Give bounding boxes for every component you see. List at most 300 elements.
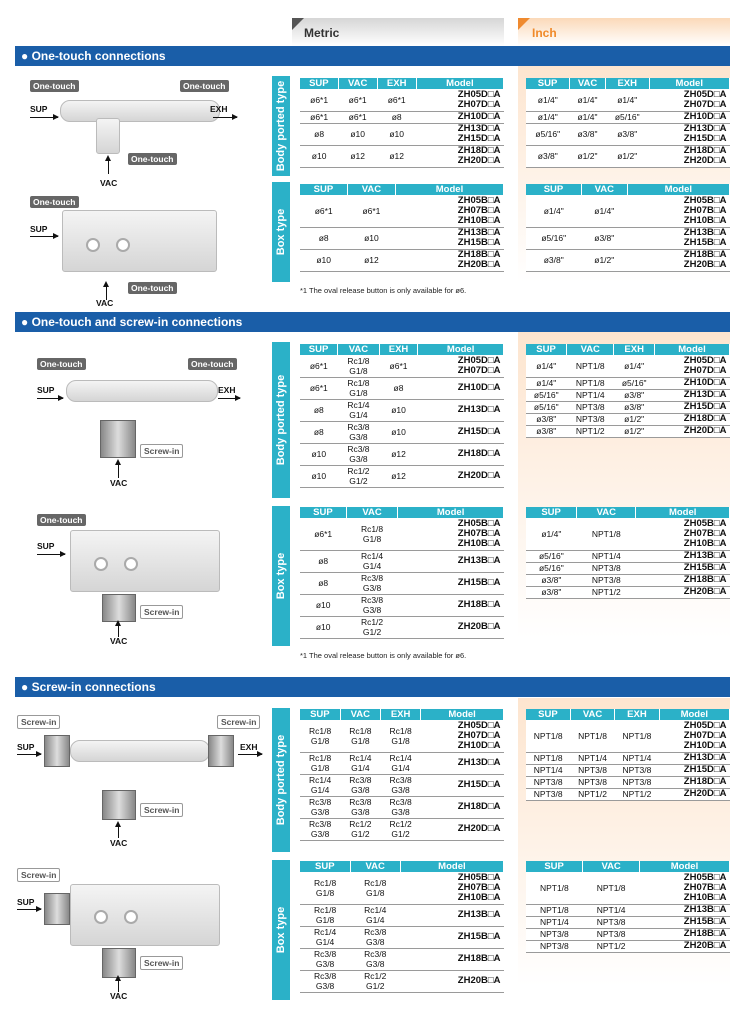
value-cell: ø8 bbox=[300, 399, 338, 421]
value-cell: ø3/8" bbox=[526, 574, 577, 586]
onetouch-label: One-touch bbox=[30, 80, 79, 92]
value-cell: NPT1/4 bbox=[526, 916, 583, 928]
type-bar: Body ported type bbox=[272, 76, 290, 176]
column-header: VAC bbox=[567, 344, 614, 355]
screw-fitting bbox=[102, 790, 136, 820]
model-cell: ZH13D□A bbox=[418, 399, 504, 421]
value-cell: NPT1/8 bbox=[526, 752, 570, 764]
model-cell: ZH18B□A bbox=[400, 948, 503, 970]
value-cell: Rc1/2 G1/2 bbox=[350, 970, 400, 992]
value-cell: Rc1/8 G1/8 bbox=[346, 518, 397, 550]
value-cell: Rc1/4 G1/4 bbox=[350, 904, 400, 926]
value-cell: ø10 bbox=[379, 399, 418, 421]
table-row bbox=[526, 89, 730, 111]
vac-port-label: VAC bbox=[110, 478, 128, 488]
value-cell: ø10 bbox=[300, 145, 338, 167]
type-bar: Body ported type bbox=[272, 708, 290, 852]
model-cell: ZH13D□A bbox=[655, 389, 730, 401]
port-hole bbox=[124, 910, 138, 924]
value-cell: ø8 bbox=[379, 377, 418, 399]
value-cell: ø1/2" bbox=[605, 145, 649, 167]
table-row bbox=[300, 399, 504, 421]
metric-label: Metric bbox=[304, 26, 340, 40]
model-cell: ZH13B□A bbox=[640, 904, 730, 916]
column-header: SUP bbox=[526, 861, 583, 872]
value-cell: ø6*1 bbox=[300, 518, 346, 550]
value-cell: Rc1/4 G1/4 bbox=[340, 752, 380, 774]
value-cell: NPT3/8 bbox=[570, 776, 614, 788]
value-cell: Rc3/8 G3/8 bbox=[300, 970, 350, 992]
value-cell: ø5/16" bbox=[526, 389, 567, 401]
onetouch-label: One-touch bbox=[128, 153, 177, 165]
column-header: Model bbox=[398, 507, 504, 518]
table-row bbox=[300, 872, 504, 904]
screwin-label: Screw-in bbox=[140, 803, 183, 817]
value-cell: NPT1/8 bbox=[577, 518, 636, 550]
table-row bbox=[300, 616, 504, 638]
value-cell: NPT3/8 bbox=[526, 940, 583, 952]
table-row bbox=[300, 443, 504, 465]
value-cell: Rc1/8 G1/8 bbox=[338, 377, 380, 399]
model-cell: ZH18B□A bbox=[640, 928, 730, 940]
column-header: SUP bbox=[300, 344, 338, 355]
spec-table bbox=[526, 184, 730, 272]
spec-table bbox=[300, 709, 504, 841]
value-cell: NPT1/8 bbox=[526, 872, 583, 904]
column-header: SUP bbox=[526, 78, 570, 89]
value-cell: NPT3/8 bbox=[583, 928, 640, 940]
value-cell: NPT1/8 bbox=[567, 355, 614, 377]
value-cell: NPT3/8 bbox=[567, 413, 614, 425]
model-cell: ZH18D□A bbox=[659, 776, 729, 788]
model-cell: ZH15B□A bbox=[398, 572, 504, 594]
table-row bbox=[526, 145, 730, 167]
value-cell: NPT1/4 bbox=[526, 764, 570, 776]
value-cell: Rc1/8 G1/8 bbox=[300, 872, 350, 904]
table-row bbox=[526, 916, 730, 928]
value-cell: Rc1/2 G1/2 bbox=[346, 616, 397, 638]
table-row bbox=[300, 465, 504, 487]
value-cell: ø6*1 bbox=[300, 377, 338, 399]
table-row bbox=[300, 572, 504, 594]
sup-port-label: SUP bbox=[30, 104, 48, 114]
ejector-box bbox=[70, 884, 220, 946]
model-cell: ZH18B□A ZH20B□A bbox=[395, 249, 503, 271]
table-row bbox=[526, 928, 730, 940]
model-cell: ZH05B□A ZH07B□A ZH10B□A bbox=[627, 195, 729, 227]
model-cell: ZH13B□A bbox=[398, 550, 504, 572]
screwin-label: Screw-in bbox=[17, 715, 60, 729]
value-cell: NPT3/8 bbox=[577, 562, 636, 574]
column-header: SUP bbox=[526, 344, 567, 355]
ejector-body bbox=[60, 100, 220, 122]
sup-port-label: SUP bbox=[17, 897, 35, 907]
table-row bbox=[526, 752, 730, 764]
model-cell: ZH18D□A ZH20D□A bbox=[416, 145, 503, 167]
exh-arrow bbox=[238, 754, 262, 755]
column-header: Model bbox=[395, 184, 503, 195]
screwin-label: Screw-in bbox=[140, 956, 183, 970]
exh-arrow bbox=[213, 117, 237, 118]
table-row bbox=[300, 111, 504, 123]
model-cell: ZH20D□A bbox=[655, 425, 730, 437]
value-cell: ø10 bbox=[300, 616, 346, 638]
value-cell: NPT1/2 bbox=[577, 586, 636, 598]
value-cell: ø10 bbox=[377, 123, 416, 145]
model-cell: ZH13D□A bbox=[659, 752, 729, 764]
value-cell: Rc1/4 G1/4 bbox=[338, 399, 380, 421]
value-cell: ø12 bbox=[347, 249, 395, 271]
port-hole bbox=[86, 238, 100, 252]
exh-port-label: EXH bbox=[218, 385, 236, 395]
column-header: Model bbox=[416, 78, 503, 89]
onetouch-label: One-touch bbox=[180, 80, 229, 92]
value-cell: ø10 bbox=[347, 227, 395, 249]
value-cell: ø10 bbox=[300, 443, 338, 465]
value-cell: NPT1/2 bbox=[567, 425, 614, 437]
table-row bbox=[300, 948, 504, 970]
table-row bbox=[526, 586, 730, 598]
value-cell: ø5/16" bbox=[526, 123, 570, 145]
table-row bbox=[300, 796, 504, 818]
model-cell: ZH05B□A ZH07B□A ZH10B□A bbox=[398, 518, 504, 550]
table-header-row bbox=[526, 344, 730, 355]
onetouch-label: One-touch bbox=[37, 514, 86, 526]
model-cell: ZH13B□A bbox=[400, 904, 503, 926]
model-cell: ZH13B□A ZH15B□A bbox=[627, 227, 729, 249]
ejector-box bbox=[62, 210, 217, 272]
table-header-row bbox=[526, 861, 730, 872]
model-cell: ZH20D□A bbox=[421, 818, 504, 840]
type-bar: Box type bbox=[272, 860, 290, 1000]
table-row bbox=[300, 550, 504, 572]
value-cell: NPT1/2 bbox=[583, 940, 640, 952]
model-cell: ZH10D□A bbox=[649, 111, 729, 123]
table-row bbox=[526, 940, 730, 952]
column-header: VAC bbox=[350, 861, 400, 872]
table-row bbox=[300, 355, 504, 377]
screwin-label: Screw-in bbox=[217, 715, 260, 729]
table-header-row bbox=[526, 709, 730, 720]
value-cell: Rc1/4 G1/4 bbox=[346, 550, 397, 572]
sup-arrow bbox=[17, 909, 41, 910]
model-cell: ZH15B□A bbox=[636, 562, 730, 574]
value-cell: NPT3/8 bbox=[615, 764, 659, 776]
value-cell: ø3/8" bbox=[526, 145, 570, 167]
table-header-row bbox=[526, 78, 730, 89]
column-header: Model bbox=[627, 184, 729, 195]
onetouch-label: One-touch bbox=[30, 196, 79, 208]
value-cell: ø12 bbox=[338, 145, 377, 167]
value-cell: NPT3/8 bbox=[526, 776, 570, 788]
screw-fitting bbox=[208, 735, 234, 767]
column-header: EXH bbox=[605, 78, 649, 89]
column-header: Model bbox=[640, 861, 730, 872]
column-header: VAC bbox=[346, 507, 397, 518]
table-row bbox=[526, 389, 730, 401]
table-row bbox=[300, 145, 504, 167]
column-header: Model bbox=[649, 78, 729, 89]
column-header: SUP bbox=[300, 184, 347, 195]
inch-label: Inch bbox=[532, 26, 557, 40]
model-cell: ZH05B□A ZH07B□A ZH10B□A bbox=[395, 195, 503, 227]
screwin-label: Screw-in bbox=[140, 444, 183, 458]
value-cell: ø5/16" bbox=[526, 227, 581, 249]
column-header: VAC bbox=[577, 507, 636, 518]
model-cell: ZH20B□A bbox=[636, 586, 730, 598]
spec-table bbox=[300, 861, 504, 993]
value-cell: ø1/4" bbox=[526, 111, 570, 123]
table-header-row bbox=[300, 344, 504, 355]
value-cell: ø6*1 bbox=[300, 355, 338, 377]
value-cell: Rc1/8 G1/8 bbox=[300, 752, 340, 774]
model-cell: ZH18D□A bbox=[655, 413, 730, 425]
table-row bbox=[300, 970, 504, 992]
sup-arrow bbox=[37, 554, 65, 555]
type-bar: Box type bbox=[272, 182, 290, 282]
model-cell: ZH20D□A bbox=[418, 465, 504, 487]
ejector-body bbox=[70, 740, 210, 762]
value-cell: ø6*1 bbox=[347, 195, 395, 227]
screw-fitting bbox=[102, 594, 136, 622]
value-cell: ø3/8" bbox=[570, 123, 606, 145]
value-cell: NPT1/4 bbox=[567, 389, 614, 401]
screw-fitting bbox=[44, 893, 70, 925]
section-title: ● One-touch and screw-in connections bbox=[15, 312, 730, 332]
value-cell: Rc3/8 G3/8 bbox=[350, 926, 400, 948]
value-cell: ø6*1 bbox=[379, 355, 418, 377]
value-cell: ø1/2" bbox=[581, 249, 627, 271]
value-cell: ø1/4" bbox=[526, 89, 570, 111]
table-header-row bbox=[300, 184, 504, 195]
model-cell: ZH05D□A ZH07D□A ZH10D□A bbox=[421, 720, 504, 752]
inch-header bbox=[518, 18, 730, 46]
value-cell: ø12 bbox=[379, 465, 418, 487]
value-cell: Rc3/8 G3/8 bbox=[300, 796, 340, 818]
table-row bbox=[526, 776, 730, 788]
value-cell: NPT1/8 bbox=[615, 720, 659, 752]
exh-port-label: EXH bbox=[210, 104, 228, 114]
onetouch-label: One-touch bbox=[128, 282, 177, 294]
model-cell: ZH13D□A bbox=[421, 752, 504, 774]
model-cell: ZH10D□A bbox=[418, 377, 504, 399]
column-header: VAC bbox=[581, 184, 627, 195]
model-cell: ZH15B□A bbox=[640, 916, 730, 928]
value-cell: Rc3/8 G3/8 bbox=[340, 796, 380, 818]
table-row bbox=[526, 764, 730, 776]
table-row bbox=[526, 123, 730, 145]
column-header: Model bbox=[400, 861, 503, 872]
value-cell: NPT1/8 bbox=[526, 720, 570, 752]
screwin-label: Screw-in bbox=[140, 605, 183, 619]
value-cell: NPT1/8 bbox=[526, 904, 583, 916]
value-cell: Rc1/4 G1/4 bbox=[300, 926, 350, 948]
value-cell: Rc1/8 G1/8 bbox=[300, 720, 340, 752]
table-header-row bbox=[300, 861, 504, 872]
value-cell: ø1/4" bbox=[581, 195, 627, 227]
column-header: SUP bbox=[300, 78, 338, 89]
value-cell: ø12 bbox=[379, 443, 418, 465]
value-cell: ø1/4" bbox=[570, 111, 606, 123]
value-cell: ø5/16" bbox=[526, 562, 577, 574]
column-header: Model bbox=[421, 709, 504, 720]
model-cell: ZH20D□A bbox=[659, 788, 729, 800]
footnote: *1 The oval release button is only available for ø6. bbox=[300, 286, 467, 295]
table-row bbox=[300, 421, 504, 443]
column-header: VAC bbox=[338, 344, 380, 355]
value-cell: NPT3/8 bbox=[577, 574, 636, 586]
vac-arrow bbox=[118, 464, 119, 478]
screw-fitting bbox=[100, 420, 136, 458]
value-cell: ø6*1 bbox=[338, 89, 377, 111]
column-header: VAC bbox=[340, 709, 380, 720]
table-header-row bbox=[300, 709, 504, 720]
ejector-body bbox=[66, 380, 218, 402]
model-cell: ZH05D□A ZH07D□A bbox=[418, 355, 504, 377]
table-row bbox=[300, 89, 504, 111]
value-cell: ø10 bbox=[300, 594, 346, 616]
type-bar: Body ported type bbox=[272, 342, 290, 498]
value-cell: ø1/4" bbox=[605, 89, 649, 111]
value-cell: ø10 bbox=[379, 421, 418, 443]
screw-fitting bbox=[102, 948, 136, 978]
value-cell: Rc3/8 G3/8 bbox=[350, 948, 400, 970]
model-cell: ZH15D□A bbox=[655, 401, 730, 413]
model-cell: ZH18B□A bbox=[636, 574, 730, 586]
column-header: VAC bbox=[570, 709, 614, 720]
port-hole bbox=[94, 910, 108, 924]
table-row bbox=[300, 518, 504, 550]
model-cell: ZH05B□A ZH07B□A ZH10B□A bbox=[636, 518, 730, 550]
sup-arrow bbox=[17, 754, 41, 755]
model-cell: ZH05D□A ZH07D□A bbox=[649, 89, 729, 111]
spec-table bbox=[300, 344, 504, 488]
column-header: Model bbox=[636, 507, 730, 518]
value-cell: NPT3/8 bbox=[615, 776, 659, 788]
table-row bbox=[526, 574, 730, 586]
table-row bbox=[300, 818, 504, 840]
value-cell: ø6*1 bbox=[377, 89, 416, 111]
table-header-row bbox=[300, 507, 504, 518]
table-row bbox=[300, 594, 504, 616]
value-cell: ø8 bbox=[377, 111, 416, 123]
value-cell: NPT3/8 bbox=[526, 788, 570, 800]
value-cell: NPT1/2 bbox=[570, 788, 614, 800]
type-bar: Box type bbox=[272, 506, 290, 646]
screwin-label: Screw-in bbox=[17, 868, 60, 882]
value-cell: ø10 bbox=[300, 465, 338, 487]
value-cell: ø8 bbox=[300, 421, 338, 443]
model-cell: ZH13D□A ZH15D□A bbox=[416, 123, 503, 145]
value-cell: NPT1/4 bbox=[615, 752, 659, 764]
table-row bbox=[300, 123, 504, 145]
value-cell: Rc3/8 G3/8 bbox=[340, 774, 380, 796]
value-cell: Rc1/4 G1/4 bbox=[380, 752, 420, 774]
table-row bbox=[300, 752, 504, 774]
port-hole bbox=[94, 557, 108, 571]
table-row bbox=[526, 872, 730, 904]
value-cell: ø3/8" bbox=[526, 413, 567, 425]
sup-port-label: SUP bbox=[37, 385, 55, 395]
port-hole bbox=[124, 557, 138, 571]
column-header: SUP bbox=[300, 507, 346, 518]
value-cell: NPT1/4 bbox=[570, 752, 614, 764]
table-row bbox=[526, 227, 730, 249]
value-cell: NPT1/8 bbox=[567, 377, 614, 389]
table-row bbox=[526, 425, 730, 437]
value-cell: ø1/4" bbox=[526, 518, 577, 550]
sup-arrow bbox=[37, 398, 63, 399]
table-row bbox=[300, 926, 504, 948]
vac-fitting bbox=[96, 118, 120, 154]
ejector-box bbox=[70, 530, 220, 592]
model-cell: ZH10D□A bbox=[655, 377, 730, 389]
value-cell: ø1/2" bbox=[614, 413, 655, 425]
column-header: VAC bbox=[338, 78, 377, 89]
value-cell: ø8 bbox=[300, 572, 346, 594]
model-cell: ZH18D□A bbox=[418, 443, 504, 465]
model-cell: ZH15B□A bbox=[400, 926, 503, 948]
column-header: SUP bbox=[300, 709, 340, 720]
value-cell: Rc3/8 G3/8 bbox=[346, 594, 397, 616]
column-header: Model bbox=[655, 344, 730, 355]
value-cell: NPT1/2 bbox=[615, 788, 659, 800]
table-header-row bbox=[526, 507, 730, 518]
value-cell: ø5/16" bbox=[614, 377, 655, 389]
model-cell: ZH05D□A ZH07D□A bbox=[655, 355, 730, 377]
model-cell: ZH20B□A bbox=[640, 940, 730, 952]
model-cell: ZH13B□A bbox=[636, 550, 730, 562]
value-cell: NPT3/8 bbox=[583, 916, 640, 928]
value-cell: NPT3/8 bbox=[567, 401, 614, 413]
vac-arrow bbox=[118, 826, 119, 838]
model-cell: ZH20B□A bbox=[400, 970, 503, 992]
table-row bbox=[526, 720, 730, 752]
value-cell: ø1/2" bbox=[614, 425, 655, 437]
vac-port-label: VAC bbox=[96, 298, 114, 308]
value-cell: ø1/4" bbox=[570, 89, 606, 111]
value-cell: Rc3/8 G3/8 bbox=[380, 796, 420, 818]
value-cell: ø5/16" bbox=[526, 401, 567, 413]
table-row bbox=[300, 904, 504, 926]
table-row bbox=[526, 788, 730, 800]
model-cell: ZH10D□A bbox=[416, 111, 503, 123]
value-cell: ø12 bbox=[377, 145, 416, 167]
value-cell: Rc1/8 G1/8 bbox=[338, 355, 380, 377]
value-cell: Rc1/2 G1/2 bbox=[338, 465, 380, 487]
column-header: EXH bbox=[377, 78, 416, 89]
column-header: VAC bbox=[347, 184, 395, 195]
model-cell: ZH18B□A bbox=[398, 594, 504, 616]
value-cell: Rc3/8 G3/8 bbox=[380, 774, 420, 796]
value-cell: NPT3/8 bbox=[570, 764, 614, 776]
model-cell: ZH18D□A ZH20D□A bbox=[649, 145, 729, 167]
value-cell: Rc1/2 G1/2 bbox=[380, 818, 420, 840]
model-cell: ZH05D□A ZH07D□A ZH10D□A bbox=[659, 720, 729, 752]
spec-table bbox=[526, 78, 730, 168]
model-cell: ZH18B□A ZH20B□A bbox=[627, 249, 729, 271]
value-cell: Rc1/8 G1/8 bbox=[300, 904, 350, 926]
port-hole bbox=[116, 238, 130, 252]
model-cell: ZH15D□A bbox=[418, 421, 504, 443]
model-cell: ZH05B□A ZH07B□A ZH10B□A bbox=[400, 872, 503, 904]
table-row bbox=[526, 413, 730, 425]
model-cell: ZH05D□A ZH07D□A bbox=[416, 89, 503, 111]
table-row bbox=[526, 195, 730, 227]
sup-arrow bbox=[30, 117, 58, 118]
model-cell: ZH15D□A bbox=[659, 764, 729, 776]
table-row bbox=[300, 774, 504, 796]
